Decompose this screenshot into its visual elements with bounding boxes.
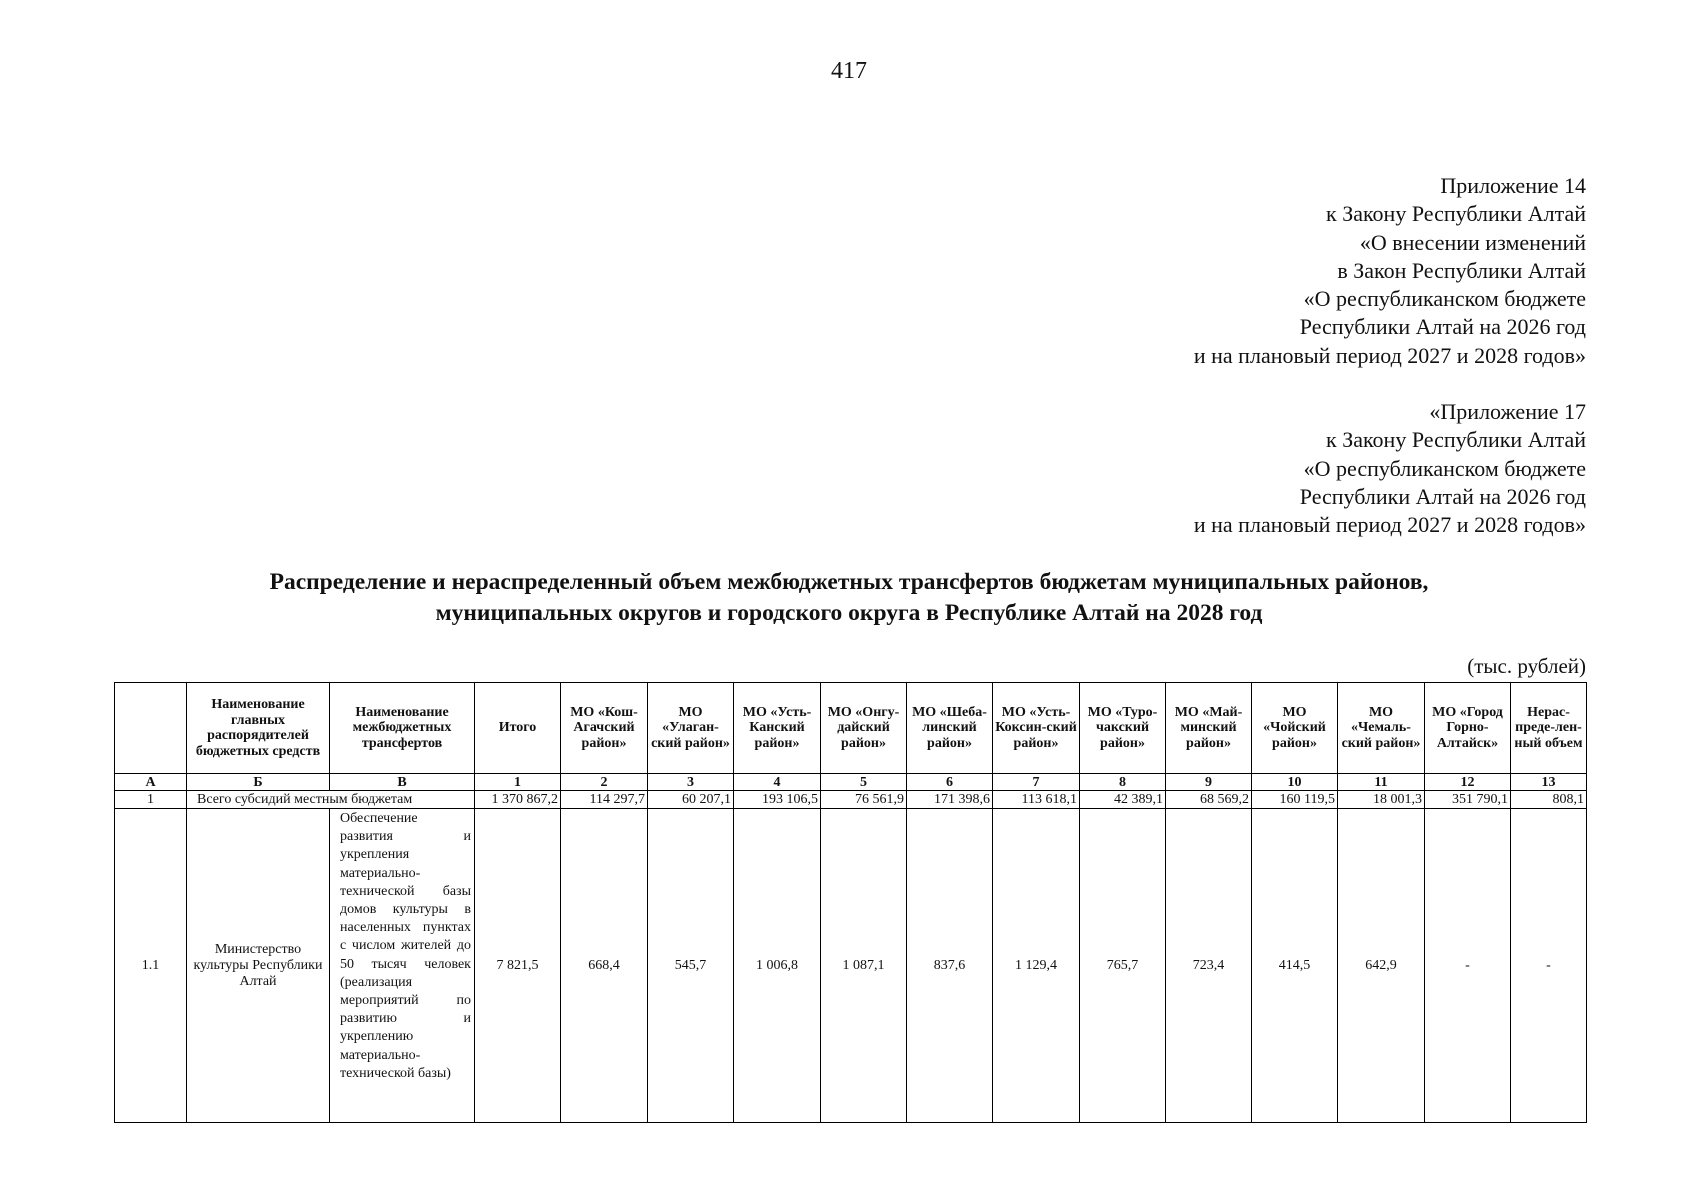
value-cell: - <box>1425 809 1511 1123</box>
distributor-cell: Министерство культуры Республики Алтай <box>187 809 330 1123</box>
value-cell: 1 129,4 <box>993 809 1080 1123</box>
appendix-line: к Закону Республики Алтай <box>1326 427 1586 453</box>
appendix-14-block <box>1194 172 1586 370</box>
column-letter: В <box>330 774 475 791</box>
row-number: 1.1 <box>115 809 187 1123</box>
column-letter: 7 <box>993 774 1080 791</box>
header-cell: МО «Шеба-линский район» <box>907 683 993 774</box>
value-cell: 60 207,1 <box>648 791 734 809</box>
header-cell: МО «Усть-Коксин-ский район» <box>993 683 1080 774</box>
appendix-line: Республики Алтай на 2026 год <box>1299 314 1586 340</box>
value-cell: 193 106,5 <box>734 791 821 809</box>
value-cell: 1 087,1 <box>821 809 907 1123</box>
value-cell: 42 389,1 <box>1080 791 1166 809</box>
value-cell: 351 790,1 <box>1425 791 1511 809</box>
column-letters-row <box>115 774 1587 791</box>
column-letter: А <box>115 774 187 791</box>
header-cell: МО «Чойский район» <box>1252 683 1338 774</box>
column-letter: 4 <box>734 774 821 791</box>
appendix-17-block <box>1194 398 1586 539</box>
value-cell: 808,1 <box>1511 791 1587 809</box>
value-cell: 837,6 <box>907 809 993 1123</box>
page-number: 417 <box>831 58 867 84</box>
column-letter: 3 <box>648 774 734 791</box>
value-cell: 414,5 <box>1252 809 1338 1123</box>
appendix-line: и на плановый период 2027 и 2028 годов» <box>1193 512 1586 538</box>
transfer-name-cell: Обеспечение развития и укрепления материально-технической базы домов культуры в населенных пунктах с числом жителей до 50 тысяч человек (реализация мероприятий по развитию и укреплению материально-технической базы) <box>330 809 475 1123</box>
table-header-row <box>115 683 1587 774</box>
value-cell: 668,4 <box>561 809 648 1123</box>
value-cell: 1 006,8 <box>734 809 821 1123</box>
appendix-line: «Приложение 17 <box>1429 399 1586 424</box>
column-letter: 5 <box>821 774 907 791</box>
header-cell: МО «Усть-Канский район» <box>734 683 821 774</box>
appendix-line: Республики Алтай на 2026 год <box>1299 483 1586 509</box>
header-cell: Наименование главных распорядителей бюджетных средств <box>187 683 330 774</box>
appendix-line: к Закону Республики Алтай <box>1326 201 1586 227</box>
appendix-line: в Закон Республики Алтай <box>1337 257 1586 283</box>
value-cell: 723,4 <box>1166 809 1252 1123</box>
header-cell: МО «Туро-чакский район» <box>1080 683 1166 774</box>
column-letter: 8 <box>1080 774 1166 791</box>
column-letter: 2 <box>561 774 648 791</box>
column-letter: 1 <box>475 774 561 791</box>
appendix-line: и на плановый период 2027 и 2028 годов» <box>1193 342 1586 368</box>
value-cell: 76 561,9 <box>821 791 907 809</box>
title-line: Распределение и нераспределенный объем межбюджетных трансфертов бюджетам муниципальных районов, <box>269 569 1429 595</box>
total-label: Всего субсидий местным бюджетам <box>187 791 475 809</box>
header-cell: Нерас-преде-лен-ный объем <box>1511 683 1587 774</box>
column-letter: 9 <box>1166 774 1252 791</box>
value-cell: 765,7 <box>1080 809 1166 1123</box>
column-letter: 6 <box>907 774 993 791</box>
header-cell: МО «Улаган-ский район» <box>648 683 734 774</box>
header-cell: МО «Чемаль-ский район» <box>1338 683 1425 774</box>
row-number: 1 <box>115 791 187 809</box>
value-cell: 160 119,5 <box>1252 791 1338 809</box>
column-letter: 12 <box>1425 774 1511 791</box>
value-cell: - <box>1511 809 1587 1123</box>
units-label: (тыс. рублей) <box>1467 654 1586 678</box>
column-letter: 10 <box>1252 774 1338 791</box>
header-cell: МО «Онгу-дайский район» <box>821 683 907 774</box>
appendix-line: Приложение 14 <box>1440 173 1586 198</box>
header-cell: Наименование межбюджетных трансфертов <box>330 683 475 774</box>
header-cell <box>115 683 187 774</box>
value-cell: 642,9 <box>1338 809 1425 1123</box>
document-title <box>0 567 1698 629</box>
appendix-line: «О республиканском бюджете <box>1303 286 1586 312</box>
value-cell: 113 618,1 <box>993 791 1080 809</box>
header-cell: МО «Кош-Агачский район» <box>561 683 648 774</box>
transfers-table <box>114 682 1587 1123</box>
column-letter: Б <box>187 774 330 791</box>
appendix-line: «О внесении изменений <box>1359 229 1586 255</box>
header-cell: Итого <box>475 683 561 774</box>
column-letter: 11 <box>1338 774 1425 791</box>
table-row-total <box>115 791 1587 809</box>
table-row <box>115 809 1587 1123</box>
title-line: муниципальных округов и городского округа в Республике Алтай на 2028 год <box>435 600 1263 626</box>
value-cell: 171 398,6 <box>907 791 993 809</box>
value-cell: 545,7 <box>648 809 734 1123</box>
appendix-line: «О республиканском бюджете <box>1303 455 1586 481</box>
value-cell: 68 569,2 <box>1166 791 1252 809</box>
value-cell: 18 001,3 <box>1338 791 1425 809</box>
value-cell: 1 370 867,2 <box>475 791 561 809</box>
value-cell: 114 297,7 <box>561 791 648 809</box>
header-cell: МО «Май-минский район» <box>1166 683 1252 774</box>
value-cell: 7 821,5 <box>475 809 561 1123</box>
header-cell: МО «Город Горно-Алтайск» <box>1425 683 1511 774</box>
column-letter: 13 <box>1511 774 1587 791</box>
